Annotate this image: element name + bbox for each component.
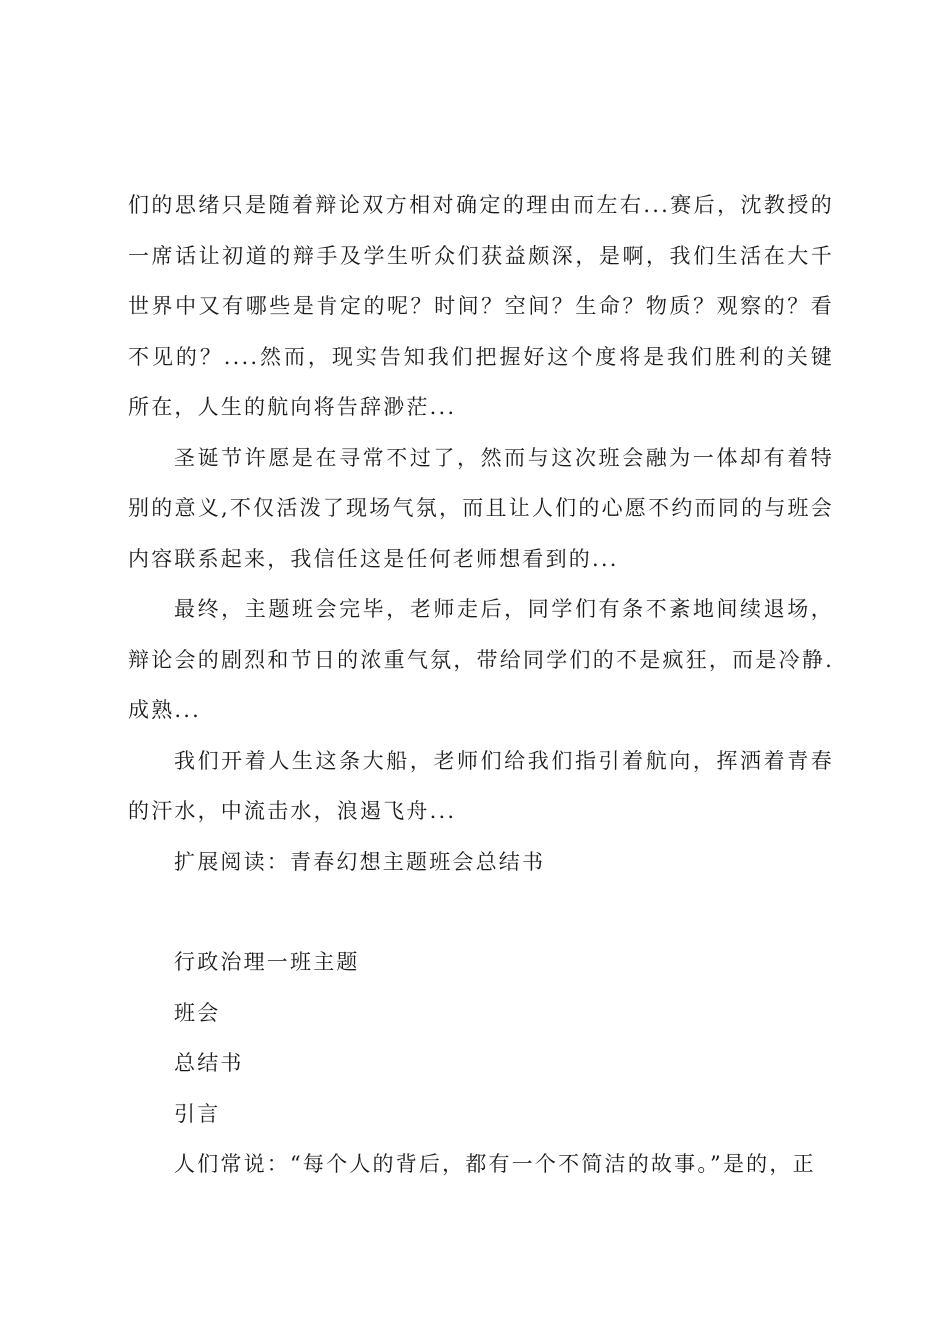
document-body	[128, 180, 834, 1190]
paragraph-saying: 人们常说：“每个人的背后，都有一个不简洁的故事。”是的，正	[174, 1152, 816, 1176]
extended-reading-line: 扩展阅读：青春幻想主题班会总结书	[174, 849, 546, 874]
heading-line-class: 行政治理一班主题	[174, 950, 360, 974]
blank-gap	[128, 887, 834, 937]
paragraph-christmas-wish: 圣诞节许愿是在寻常不过了，然而与这次班会融为一体却有着特别的意义,不仅活泼了现场气氛，而且让人们的心愿不约而同的与班会内容联系起来，我信任这是任何老师想看到的...	[128, 445, 834, 571]
paragraph-life-ship: 我们开着人生这条大船，老师们给我们指引着航向，挥洒着青春的汗水，中流击水，浪遏飞舟...	[128, 748, 834, 823]
paragraph-continuation: 们的思绪只是随着辩论双方相对确定的理由而左右...赛后，沈教授的一席话让初道的辩手及学生听众们获益颇深，是啊，我们生活在大千世界中又有哪些是肯定的呢？时间？空间？生命？物质？观察的？看不见的？....然而，现实告知我们把握好这个度将是我们胜利的关键所在，人生的航向将告辞渺茫...	[128, 193, 834, 419]
heading-line-summary: 总结书	[174, 1051, 244, 1075]
paragraph-meeting-end: 最终，主题班会完毕，老师走后，同学们有条不紊地间续退场，辩论会的剧烈和节日的浓重气氛，带给同学们的不是疯狂，而是冷静.成熟...	[128, 597, 834, 722]
heading-line-meeting: 班会	[174, 1000, 221, 1025]
heading-line-preface: 引言	[174, 1101, 221, 1126]
